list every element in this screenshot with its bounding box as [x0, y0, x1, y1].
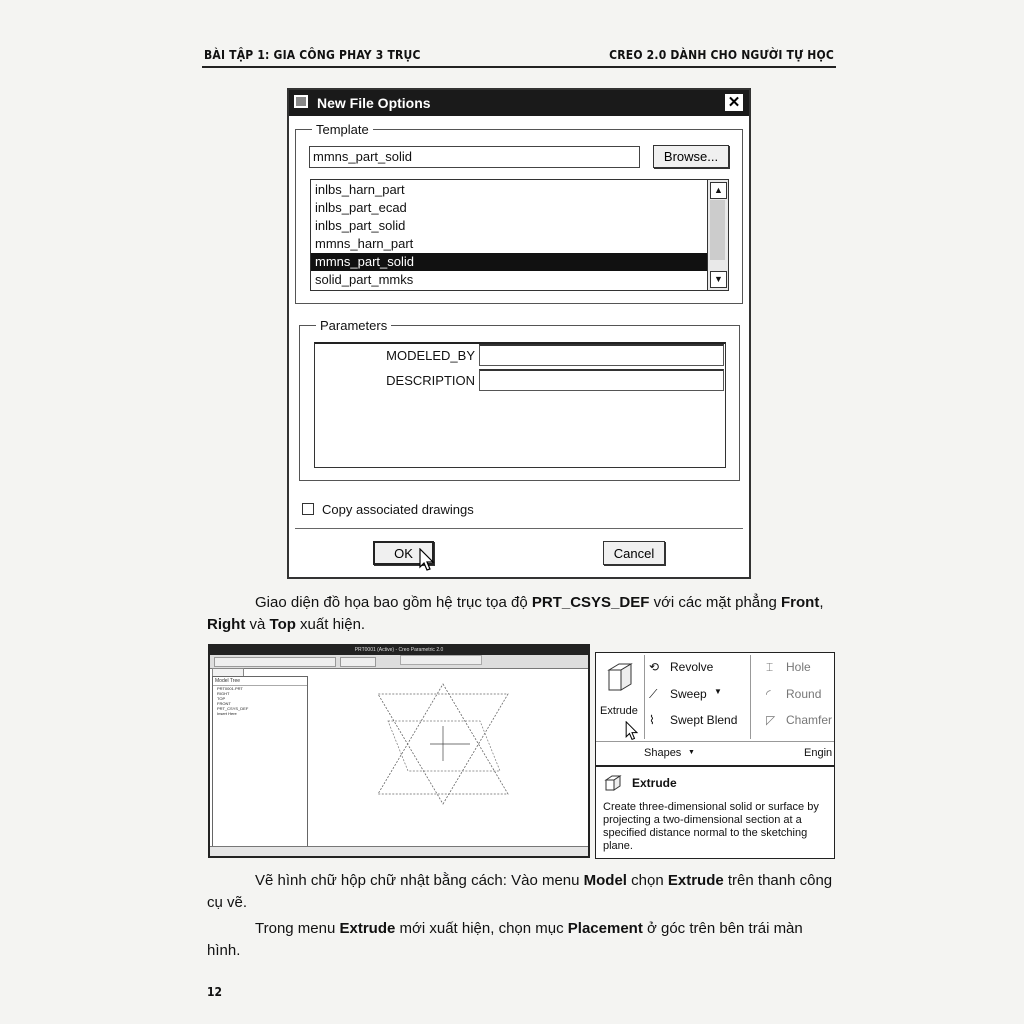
creo-title-bar	[210, 646, 588, 655]
chamfer-tool[interactable]: Chamfer	[786, 713, 833, 727]
p3-bold-extrude: Extrude	[339, 920, 396, 937]
creo-window-screenshot	[208, 644, 590, 858]
revolve-tool[interactable]: Revolve	[670, 660, 714, 674]
template-list-item[interactable]: mmns_harn_part	[315, 236, 414, 251]
close-icon[interactable]: ✕	[725, 94, 743, 111]
p1-text-1: Giao diện đồ họa bao gồm hệ trục tọa độ	[255, 594, 532, 611]
p3-text-2: mới xuất hiện, chọn mục	[395, 920, 568, 937]
hole-tool[interactable]: Hole	[786, 660, 811, 674]
template-list[interactable]	[310, 179, 729, 291]
p2-bold-model: Model	[583, 872, 627, 889]
p1-bold-csys: PRT_CSYS_DEF	[531, 594, 650, 611]
scroll-up-icon[interactable]: ▲	[710, 182, 727, 199]
tooltip-description: Create three-dimensional solid or surface by projecting a two-dimensional section at a specified distance normal to the sketching plane.	[603, 801, 819, 852]
model-tree	[212, 676, 308, 852]
template-list-item[interactable]: inlbs_part_solid	[315, 218, 406, 233]
extrude-icon	[604, 774, 622, 792]
ribbon-shapes-screenshot	[595, 652, 835, 859]
parameters-legend: Parameters	[320, 318, 388, 333]
copy-drawings-checkbox[interactable]	[302, 503, 314, 515]
page-number: 12	[207, 985, 223, 999]
browse-button[interactable]: Browse...	[653, 145, 729, 168]
p1-bold-top: Top	[269, 616, 296, 633]
tooltip-title: Extrude	[632, 776, 677, 790]
extrude-icon[interactable]	[605, 660, 635, 694]
creo-status-bar	[210, 846, 588, 856]
round-tool[interactable]: Round	[786, 687, 822, 701]
mouse-cursor-icon	[419, 548, 435, 572]
paragraph-3	[207, 918, 836, 962]
p1-bold-right: Right	[207, 616, 246, 633]
p2-text-3: trên thanh công cụ vẽ.	[207, 872, 833, 911]
chamfer-icon[interactable]: ◸	[766, 713, 776, 727]
scroll-thumb[interactable]	[710, 200, 725, 260]
p1-text-5: xuất hiện.	[295, 616, 366, 633]
p3-bold-placement: Placement	[567, 920, 643, 937]
datum-planes-graphic	[370, 676, 520, 806]
tree-item[interactable]: PRT0001.PRT	[217, 686, 243, 691]
p3-text-3: ở góc trên bên trái màn hình.	[207, 920, 803, 959]
hole-icon[interactable]: ⌶	[766, 660, 774, 674]
extrude-tool-label[interactable]: Extrude	[600, 705, 638, 717]
round-icon[interactable]: ◜	[766, 687, 771, 701]
template-list-item[interactable]: inlbs_harn_part	[315, 182, 405, 197]
template-legend: Template	[316, 122, 369, 137]
window-icon	[294, 95, 308, 108]
mouse-cursor-icon	[625, 721, 639, 741]
ribbon-divider	[750, 655, 751, 739]
dialog-separator	[295, 528, 743, 529]
shapes-group-label[interactable]: Shapes	[644, 747, 682, 759]
ribbon-divider	[644, 655, 645, 739]
dialog-title-bar[interactable]	[289, 90, 749, 116]
p2-text-2: chọn	[626, 872, 668, 889]
swept-blend-tool[interactable]: Swept Blend	[670, 713, 738, 727]
param-description-label: DESCRIPTION	[386, 373, 475, 388]
scroll-down-icon[interactable]: ▼	[710, 271, 727, 288]
tree-item[interactable]: PRT_CSYS_DEF	[217, 706, 249, 711]
p1-text-3: ,	[819, 594, 824, 611]
swept-blend-icon[interactable]: ⌇	[649, 713, 655, 727]
p1-text-2: với các mặt phẳng	[649, 594, 781, 611]
param-modeled-by-label: MODELED_BY	[386, 348, 475, 363]
creo-window-title: PRT0001 (Active) - Creo Parametric 2.0	[354, 647, 444, 653]
revolve-icon[interactable]: ⟲	[649, 660, 660, 674]
paragraph-1	[207, 592, 836, 636]
p2-text-1: Vẽ hình chữ hộp chữ nhật bằng cách: Vào menu	[255, 872, 584, 889]
template-list-item[interactable]: inlbs_part_ecad	[315, 200, 407, 215]
sweep-tool[interactable]: Sweep	[670, 687, 707, 701]
cancel-button[interactable]: Cancel	[603, 541, 665, 565]
ok-button[interactable]: OK	[373, 541, 434, 565]
p2-bold-extrude: Extrude	[667, 872, 724, 889]
p3-text-1: Trong menu	[255, 920, 340, 937]
description-field[interactable]	[479, 369, 724, 391]
model-tree-header: Model Tree	[213, 677, 307, 686]
paragraph-2	[207, 870, 836, 914]
p1-bold-front: Front	[781, 594, 820, 611]
tooltip-rule	[596, 765, 834, 767]
graphics-toolbar	[400, 655, 482, 665]
header-rule	[202, 66, 836, 68]
dialog-title: New File Options	[317, 95, 431, 111]
template-list-item[interactable]: mmns_part_solid	[311, 253, 728, 271]
tree-item[interactable]: Insert Here	[217, 711, 237, 716]
tree-item[interactable]: RIGHT	[217, 691, 230, 696]
creo-ribbon-tabs	[210, 655, 588, 669]
modeled-by-field[interactable]	[479, 344, 724, 366]
ribbon-group-rule	[596, 741, 834, 742]
p1-text-4: và	[245, 616, 270, 633]
tree-item[interactable]: TOP	[217, 696, 226, 701]
chevron-down-icon[interactable]: ▼	[688, 749, 695, 756]
sweep-icon[interactable]: ⟋	[649, 687, 658, 701]
template-input[interactable]: mmns_part_solid	[309, 146, 640, 168]
copy-drawings-label: Copy associated drawings	[322, 502, 474, 517]
running-header-left: BÀI TẬP 1: GIA CÔNG PHAY 3 TRỤC	[204, 48, 421, 62]
engineering-group-label[interactable]: Engin	[804, 747, 833, 759]
running-header-right: CREO 2.0 DÀNH CHO NGƯỜI TỰ HỌC	[609, 48, 834, 62]
chevron-down-icon[interactable]: ▼	[714, 687, 722, 696]
template-list-item[interactable]: solid_part_mmks	[315, 272, 414, 287]
new-file-options-dialog	[287, 88, 751, 579]
template-list-scrollbar[interactable]	[707, 180, 728, 290]
tree-item[interactable]: FRONT	[217, 701, 231, 706]
